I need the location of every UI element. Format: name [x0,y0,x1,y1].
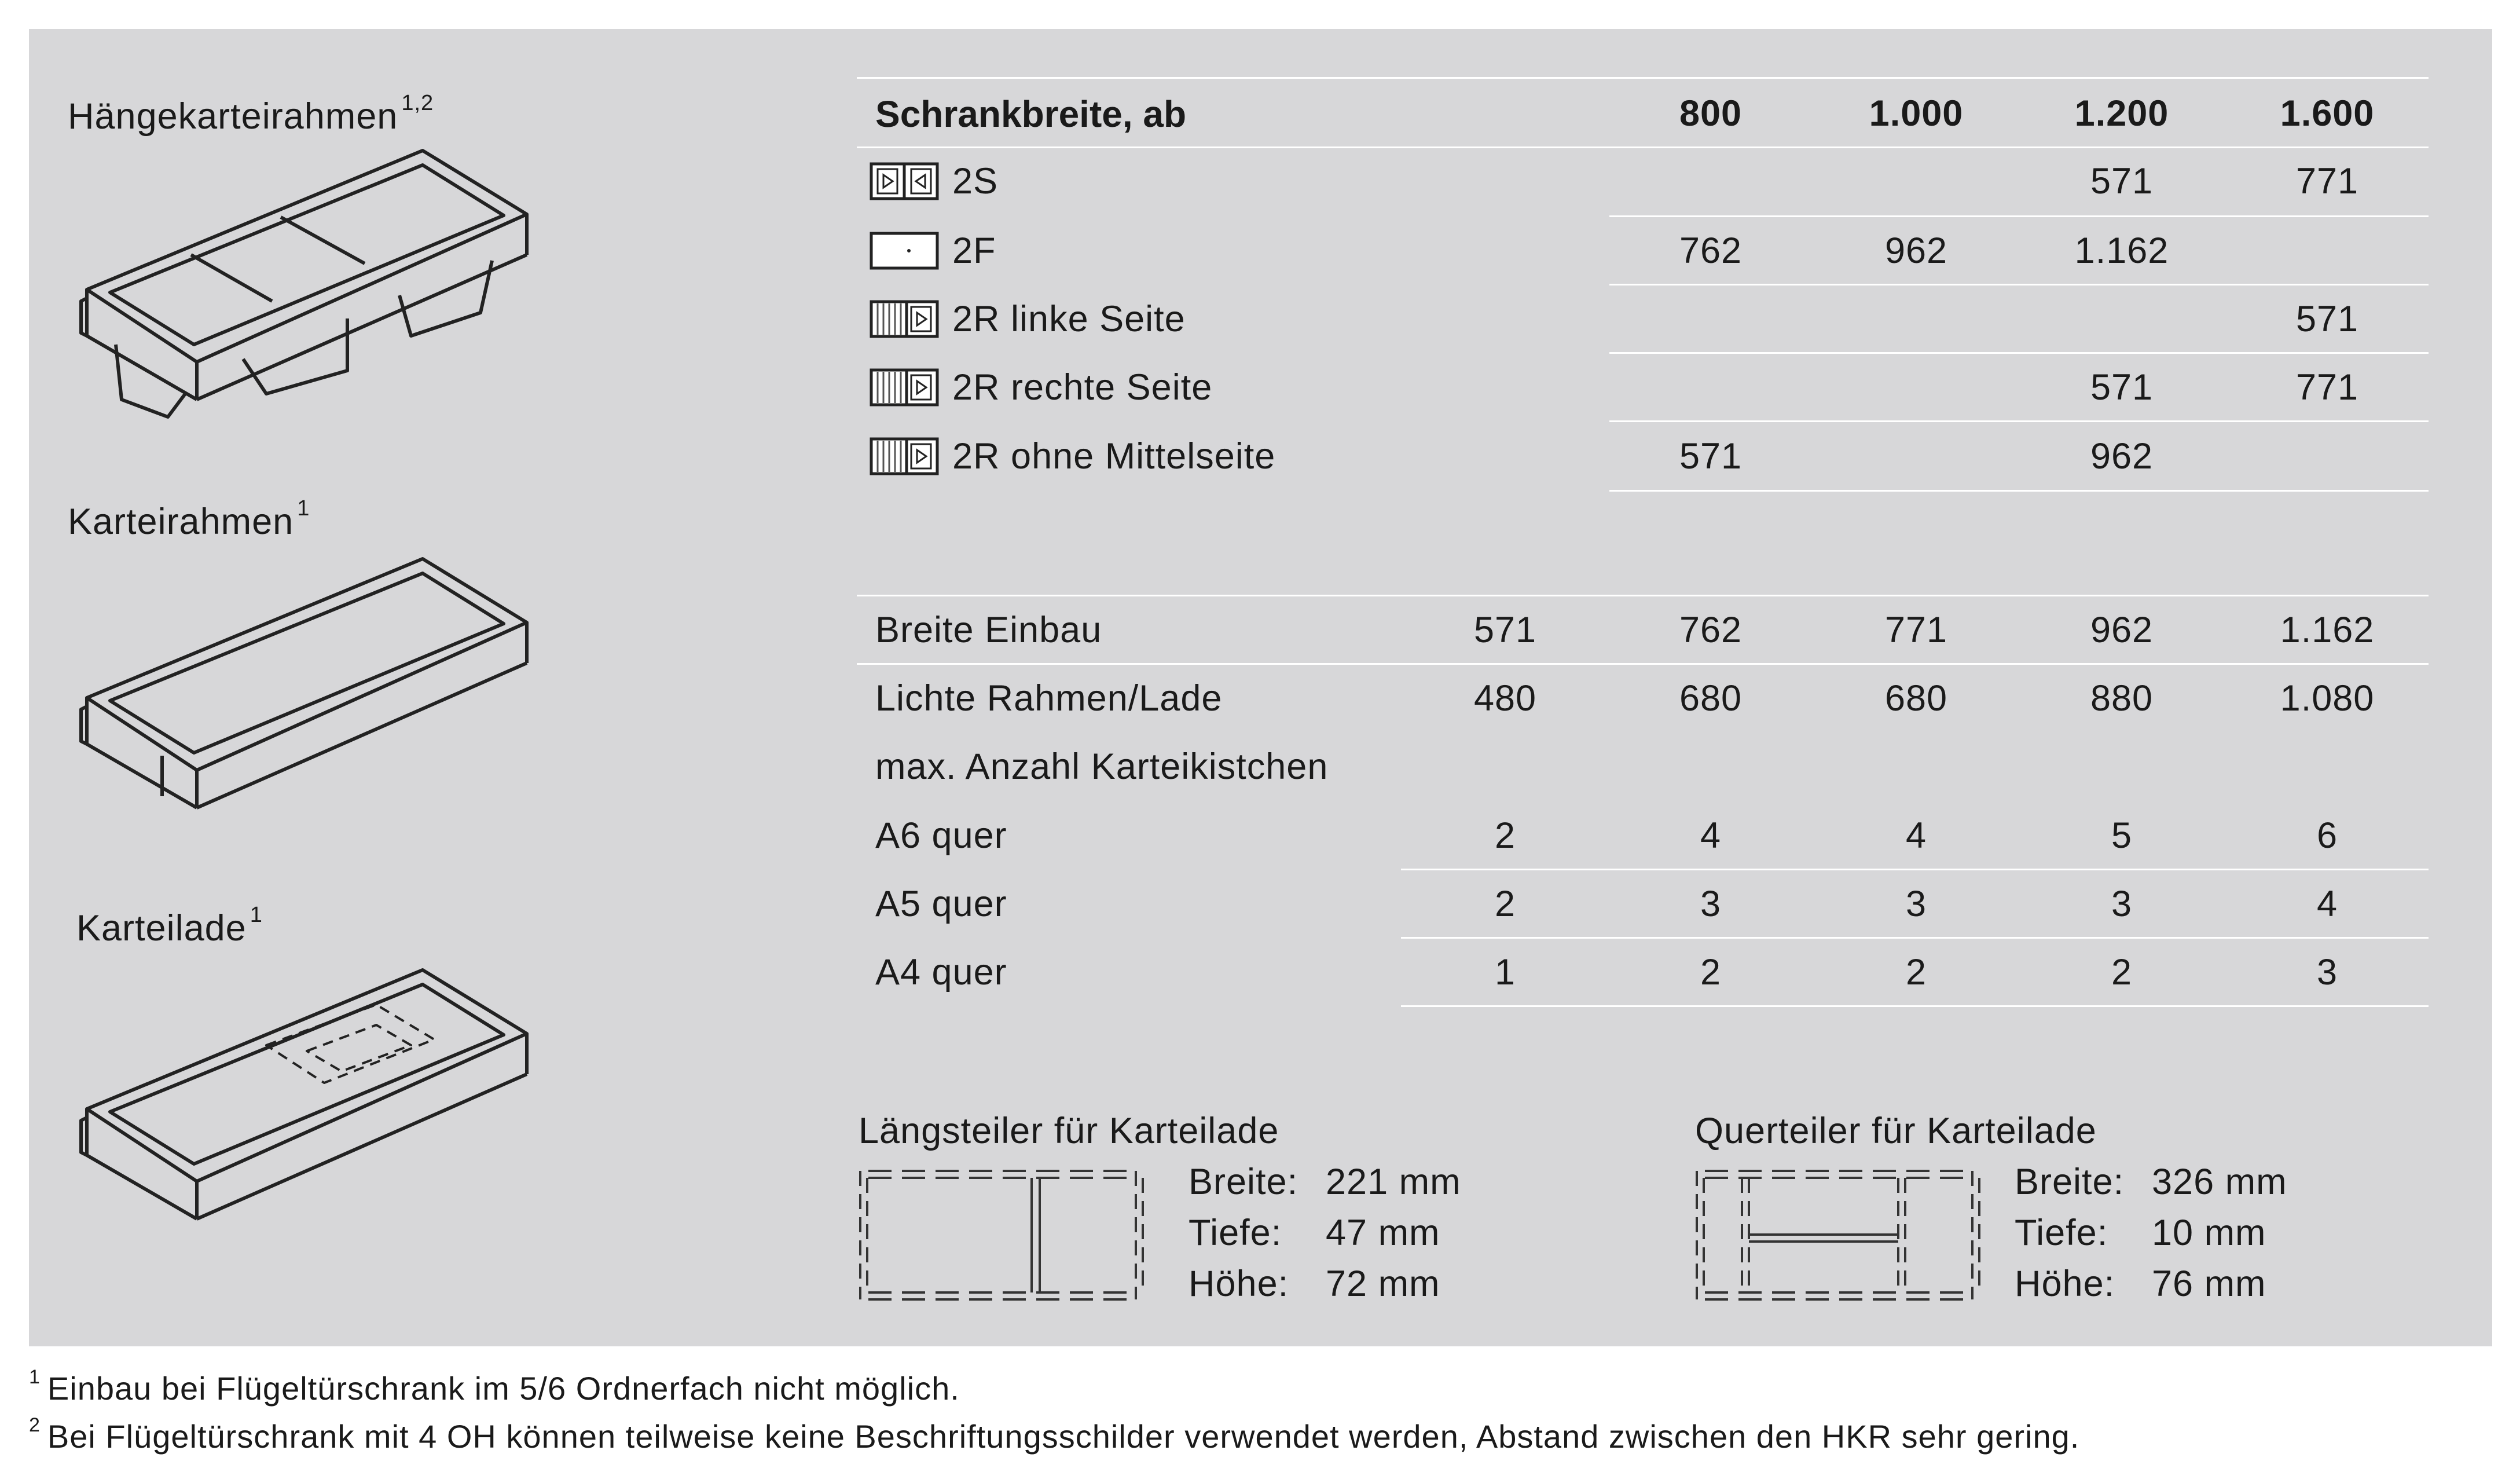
table1-cell: 771 [2295,367,2359,408]
table1-row-rule [1609,352,2429,354]
table2-cell: 880 [2090,678,2154,719]
table1-cell: 762 [1679,230,1743,271]
table2-row-label-a4: A4 quer [875,952,1007,993]
table1-header-rule [857,147,2429,148]
table1-cell: 962 [2090,436,2154,477]
spec-key: Tiefe: [2015,1213,2108,1253]
table1-row-label-2r-linke: 2R linke Seite [952,299,1186,339]
table2-row-label-max-anzahl: max. Anzahl Karteikistchen [875,746,1329,787]
table1-row-rule [1609,215,2429,217]
spec-key: Höhe: [2015,1264,2115,1304]
table1-row-label-2s: 2S [952,161,999,202]
file-frame-icon [75,553,533,819]
divider-title-laengsteiler: Längsteiler für Karteilade [859,1111,1279,1151]
table2-cell: 5 [2111,815,2133,856]
table2-cell: 4 [1700,815,1722,856]
table1-cell: 1.162 [2074,230,2169,271]
table2-cell: 4 [2316,884,2338,924]
table1-header-col-1600: 1.600 [2280,93,2375,134]
table1-cell: 962 [1884,230,1948,271]
spec-value: 221 mm [1326,1162,1461,1202]
table1-cell: 571 [2090,367,2154,408]
table1-row-rule [1609,490,2429,492]
table1-cell: 571 [1679,436,1743,477]
table2-cell: 480 [1473,678,1537,719]
spec-key: Breite: [1189,1162,1298,1202]
divider-title-querteiler: Querteiler für Karteilade [1695,1111,2097,1151]
table2-row-rule [1401,869,2429,870]
table1-header-col-1200: 1.200 [2074,93,2169,134]
table2-row-rule [1401,1005,2429,1007]
table2-cell: 3 [2316,952,2338,993]
table2-cell: 1.080 [2280,678,2375,719]
table2-row-label-a5: A5 quer [875,884,1007,924]
table1-header-label: Schrankbreite, ab [875,93,1187,135]
longitudinal-divider-icon [857,1164,1146,1306]
product-label-karteirahmen: Karteirahmen $^1$ [68,496,310,542]
table1-cell: 771 [2295,161,2359,202]
table2-cell: 6 [2316,815,2338,856]
table2-cell: 2 [1494,884,1516,924]
table2-cell: 762 [1679,610,1743,650]
table2-row-rule [1401,937,2429,939]
door-2r-icon [870,437,939,475]
table1-row-label-2r-ohne: 2R ohne Mittelseite [952,436,1276,477]
spec-value: 10 mm [2152,1213,2266,1253]
spec-key: Höhe: [1189,1264,1289,1304]
door-2f-icon [870,232,939,270]
table2-cell: 2 [1494,815,1516,856]
table1-top-rule [857,77,2429,79]
footnote-2: $^2$ Bei Flügeltürschrank mit 4 OH können teilweise keine Beschriftungsschilder verwendet werden, Abstand zwischen den HKR sehr gering. [29,1414,2080,1455]
table2-cell: 2 [2111,952,2133,993]
table2-cell: 3 [2111,884,2133,924]
table2-row-label-a6: A6 quer [875,815,1007,856]
spec-value: 326 mm [2152,1162,2287,1202]
table1-row-label-2f: 2F [952,230,996,271]
table2-cell: 2 [1905,952,1927,993]
table1-header-col-800: 800 [1679,93,1743,134]
table2-cell: 1 [1494,952,1516,993]
file-drawer-icon [75,964,533,1231]
table1-cell: 571 [2090,161,2154,202]
table1-cell: 571 [2295,299,2359,339]
spec-value: 72 mm [1326,1264,1440,1304]
table2-row-label-breite-einbau: Breite Einbau [875,610,1102,650]
table2-row-label-lichte: Lichte Rahmen/Lade [875,678,1223,719]
spec-value: 47 mm [1326,1213,1440,1253]
table2-cell: 2 [1700,952,1722,993]
spec-key: Tiefe: [1189,1213,1282,1253]
product-label-haengekarteirahmen: Hängekarteirahmen $^{1,2}$ [68,91,434,137]
table1-row-label-2r-rechte: 2R rechte Seite [952,367,1213,408]
table2-cell: 680 [1679,678,1743,719]
table2-row-rule [857,663,2429,665]
table2-cell: 680 [1884,678,1948,719]
table2-cell: 1.162 [2280,610,2375,650]
door-2s-icon [870,162,939,200]
table2-cell: 571 [1473,610,1537,650]
footnote-1: $^1$ Einbau bei Flügeltürschrank im 5/6 Ordnerfach nicht möglich. [29,1366,960,1407]
product-label-karteilade: Karteilade $^1$ [76,903,263,949]
spec-key: Breite: [2015,1162,2125,1202]
table1-row-rule [1609,420,2429,422]
door-2r-icon [870,300,939,338]
table1-header-col-1000: 1.000 [1869,93,1964,134]
spec-value: 76 mm [2152,1264,2266,1304]
door-2r-icon [870,368,939,407]
table2-cell: 4 [1905,815,1927,856]
table2-cell: 962 [2090,610,2154,650]
table2-top-rule [857,595,2429,596]
table1-row-rule [1609,284,2429,285]
table2-cell: 771 [1884,610,1948,650]
table2-cell: 3 [1700,884,1722,924]
transverse-divider-icon [1693,1164,1983,1306]
table2-cell: 3 [1905,884,1927,924]
hanging-file-frame-icon [75,145,533,434]
